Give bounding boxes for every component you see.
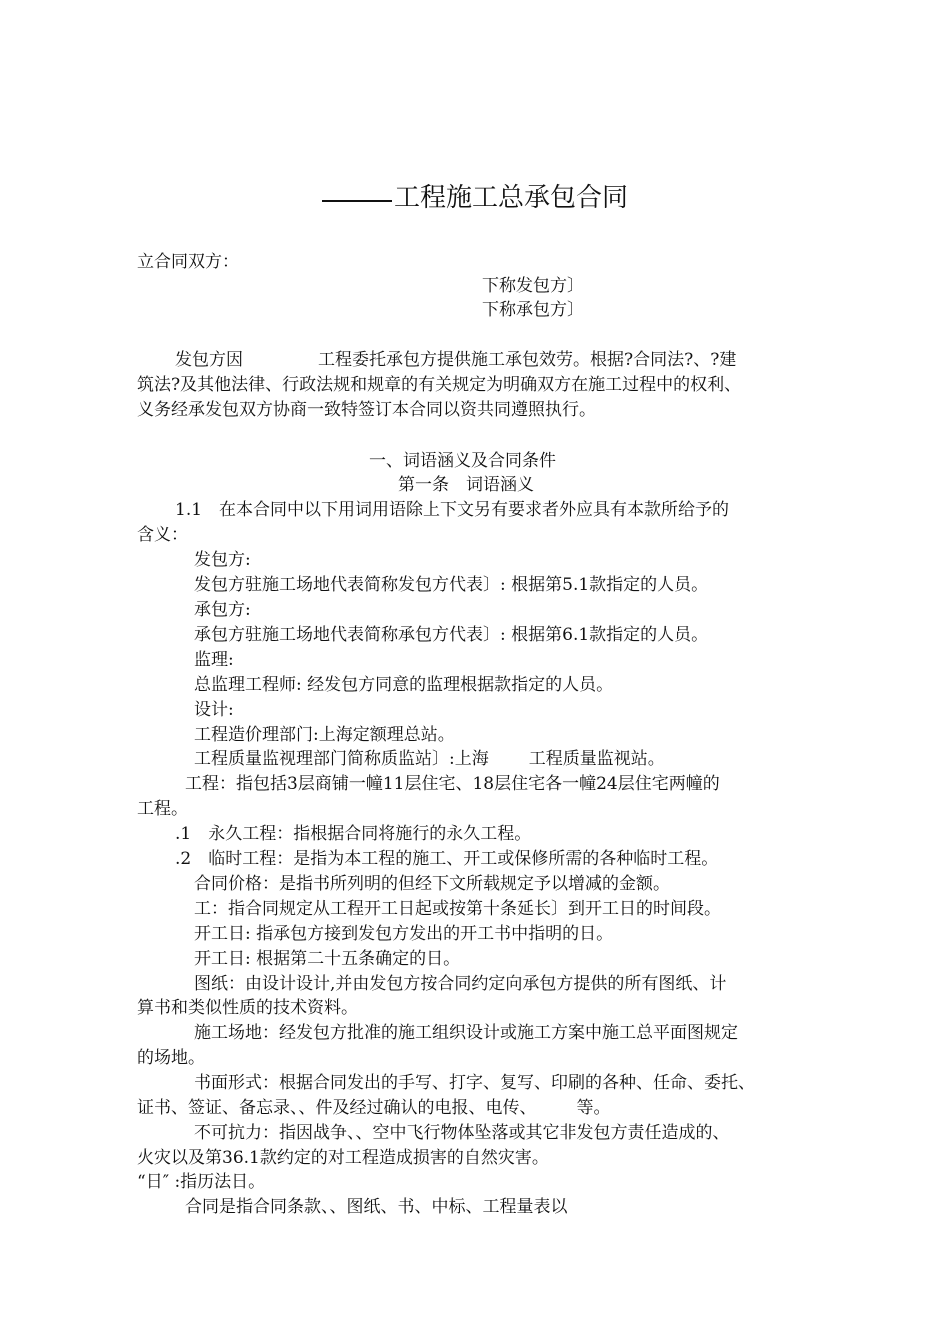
- def-design: 设计:: [194, 700, 234, 720]
- def-employer-rep: 发包方驻施工场地代表简称发包方代表〕: 根据第5.1款指定的人员。: [194, 575, 709, 595]
- def-start-date: 开工日: 指承包方接到发包方发出的开工书中指明的日。: [194, 924, 614, 944]
- def-chief-engineer: 总监理工程师: 经发包方同意的监理根据款指定的人员。: [194, 675, 614, 695]
- def-drawings-line-2: 算书和类似性质的技术资料。: [137, 998, 358, 1018]
- def-completion-date: 开工日: 根据第二十五条确定的日。: [194, 949, 461, 969]
- def-contract-price: 合同价格：是指书所列明的但经下文所载规定予以增减的金额。: [194, 874, 670, 894]
- def-contractor-rep: 承包方驻施工场地代表简称承包方代表〕: 根据第6.1款指定的人员。: [194, 625, 709, 645]
- def-supervisor: 监理:: [194, 650, 234, 670]
- contractor-designation: 下称承包方〕: [482, 300, 584, 320]
- parties-heading: 立合同双方：: [137, 252, 239, 272]
- document-title: 工程施工总承包合同: [0, 178, 950, 218]
- def-day: “日″ :指历法日。: [137, 1172, 266, 1192]
- def-works-line-2: 工程。: [137, 799, 188, 819]
- def-employer: 发包方:: [194, 550, 251, 570]
- preamble-line-3: 义务经承发包双方协商一致特签订本合同以资共同遵照执行。: [137, 400, 596, 420]
- def-site-line-2: 的场地。: [137, 1048, 205, 1068]
- def-works-line-1: 工程：指包括3层商铺一幢11层住宅、18层住宅各一幢24层住宅两幢的: [185, 774, 720, 794]
- article-title: 第一条 词语涵义: [398, 475, 534, 495]
- def-force-majeure-line-1: 不可抗力：指因战争、、空中飞行物体坠落或其它非发包方责任造成的、: [194, 1123, 730, 1143]
- title-blank-underline: [322, 200, 392, 202]
- def-written-form-line-2: 证书、签证、备忘录、、件及经过确认的电报、电传、 等。: [137, 1098, 611, 1118]
- def-quality-dept: 工程质量监视理部门简称质监站〕:上海 工程质量监视站。: [194, 749, 665, 769]
- def-duration: 工：指合同规定从工程开工日起或按第十条延长〕到开工日的时间段。: [194, 899, 721, 919]
- def-cost-dept: 工程造价理部门:上海定额理总站。: [194, 725, 455, 745]
- def-contract-documents: 合同是指合同条款、、图纸、书、中标、工程量表以: [185, 1197, 568, 1217]
- employer-designation: 下称发包方〕: [482, 276, 584, 296]
- def-site-line-1: 施工场地：经发包方批准的施工组织设计或施工方案中施工总平面图规定: [194, 1023, 738, 1043]
- def-permanent-works: .1 永久工程：指根据合同将施行的永久工程。: [175, 824, 532, 844]
- clause-1-1-line-2: 含义：: [137, 525, 188, 545]
- def-written-form-line-1: 书面形式：根据合同发出的手写、打字、复写、印刷的各种、任命、委托、: [194, 1073, 755, 1093]
- clause-1-1-line-1: 1.1 在本合同中以下用词用语除上下文另有要求者外应具有本款所给予的: [175, 500, 730, 520]
- preamble-line-2: 筑法?及其他法律、行政法规和规章的有关规定为明确双方在施工过程中的权利、: [137, 375, 742, 395]
- preamble-line-1: 发包方因 工程委托承包方提供施工承包效劳。根据?合同法?、?建: [175, 350, 737, 370]
- def-contractor: 承包方:: [194, 600, 251, 620]
- def-temporary-works: .2 临时工程：是指为本工程的施工、开工或保修所需的各种临时工程。: [175, 849, 719, 869]
- def-drawings-line-1: 图纸：由设计设计,并由发包方按合同约定向承包方提供的所有图纸、计: [194, 974, 727, 994]
- chapter-title: 一、词语涵义及合同条件: [369, 451, 556, 471]
- def-force-majeure-line-2: 火灾以及第36.1款约定的对工程造成损害的自然灾害。: [137, 1148, 549, 1168]
